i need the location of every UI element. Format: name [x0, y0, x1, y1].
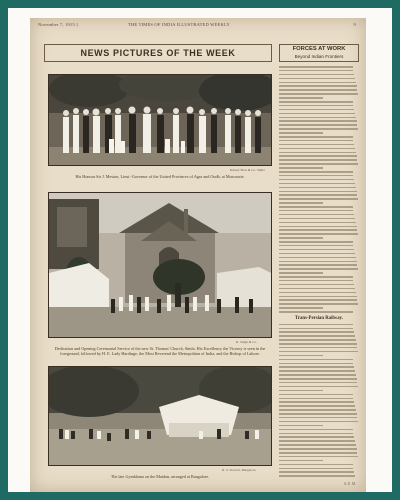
text-line	[279, 417, 357, 419]
running-head-date: November 7, 1915.]	[38, 22, 78, 27]
text-line	[279, 433, 353, 435]
text-line	[279, 363, 353, 365]
text-line	[279, 296, 357, 298]
text-line	[279, 124, 357, 126]
text-line	[279, 74, 354, 76]
text-line	[279, 214, 354, 216]
text-line	[279, 191, 357, 193]
article-text-block	[279, 66, 359, 313]
text-line	[279, 324, 353, 326]
text-line	[279, 120, 357, 122]
text-line	[279, 436, 354, 438]
photo-credit: R. Singh & Co.	[236, 340, 258, 344]
text-line	[279, 109, 354, 111]
text-line	[279, 272, 323, 274]
text-line	[279, 206, 353, 208]
text-line	[279, 284, 354, 286]
text-line	[279, 355, 323, 357]
text-line	[279, 222, 356, 224]
text-line	[279, 425, 323, 427]
photo-gymkhana	[48, 366, 272, 466]
text-line	[279, 241, 353, 243]
text-line	[279, 218, 355, 220]
text-line	[279, 440, 355, 442]
text-line	[279, 452, 357, 454]
text-line	[279, 288, 355, 290]
text-line	[279, 303, 358, 305]
text-line	[279, 374, 356, 376]
text-line	[279, 280, 353, 282]
text-line	[279, 202, 323, 204]
text-line	[279, 460, 323, 462]
text-line	[279, 347, 357, 349]
text-line	[279, 82, 356, 84]
text-line	[279, 331, 354, 333]
page-title: NEWS PICTURES OF THE WEEK	[44, 44, 272, 62]
text-line	[279, 226, 357, 228]
text-line	[279, 101, 353, 103]
text-line	[279, 401, 354, 403]
text-line	[279, 229, 357, 231]
text-line	[279, 268, 358, 270]
text-line	[279, 233, 358, 235]
text-line	[279, 276, 353, 278]
text-line	[279, 78, 355, 80]
text-line	[279, 140, 353, 142]
text-line	[279, 366, 354, 368]
text-line	[279, 343, 357, 345]
text-line	[279, 155, 357, 157]
text-line	[279, 471, 354, 473]
text-line	[279, 394, 353, 396]
photo-caption: His Honour Sir J. Meston, Lieut.-Governor of the United Provinces of Agra and Oudh, at Mussoorie.	[75, 174, 245, 179]
text-line	[279, 382, 357, 384]
column-heading-title: FORCES AT WORK	[292, 46, 346, 52]
text-line	[279, 187, 356, 189]
text-line	[279, 409, 356, 411]
text-line	[279, 132, 323, 134]
running-head	[38, 22, 356, 30]
column-heading-subtitle: Beyond Indian Frontiers	[294, 53, 344, 59]
photo-church-ceremony	[48, 192, 272, 338]
text-line	[279, 136, 353, 138]
text-line	[279, 456, 358, 458]
text-line	[279, 335, 355, 337]
text-line	[279, 444, 356, 446]
text-line	[279, 405, 355, 407]
text-line	[279, 179, 354, 181]
text-line	[279, 249, 354, 251]
text-line	[279, 175, 353, 177]
text-line	[279, 89, 357, 91]
photo-caption: Dedication and Opening Ceremonial Service of the new St. Thomas' Church, Simla. His Excellency the Viceroy is seen in the foreground, followed by H. E. Lady Hardinge, the Most Reverend the Metropolitan of India, and the Bishop of Lahore.	[54, 346, 266, 356]
text-line	[279, 464, 353, 466]
text-line	[279, 105, 353, 107]
text-line	[279, 183, 355, 185]
text-line	[279, 264, 357, 266]
text-line	[279, 351, 358, 353]
text-line	[279, 311, 353, 313]
text-line	[279, 117, 356, 119]
text-line	[279, 307, 323, 309]
text-line	[279, 261, 357, 263]
photo-credit: R. S. Stewart, Bangalore.	[222, 468, 257, 472]
article-column	[279, 66, 359, 486]
photo-caption: The late Gymkhana on the Maidan, arranged at Bangalore.	[110, 474, 210, 479]
text-line	[279, 66, 353, 68]
text-line	[279, 448, 357, 450]
photo-group-portrait	[48, 74, 272, 166]
text-line	[279, 148, 355, 150]
text-line	[279, 299, 357, 301]
text-line	[279, 70, 353, 72]
text-line	[279, 339, 356, 341]
running-head-page: 9	[353, 22, 356, 27]
text-line	[279, 245, 353, 247]
article-subheading: Trans-Persian Railway.	[295, 315, 343, 321]
running-head-publication: THE TIMES OF INDIA ILLUSTRATED WEEKLY	[128, 22, 230, 27]
page-footer: S. E. M.	[344, 482, 356, 486]
text-line	[279, 253, 355, 255]
text-line	[279, 210, 353, 212]
text-line	[279, 370, 355, 372]
text-line	[279, 198, 358, 200]
text-line	[279, 328, 353, 330]
column-heading	[279, 44, 359, 62]
text-line	[279, 171, 353, 173]
text-line	[279, 378, 357, 380]
newspaper-page	[30, 18, 366, 492]
text-line	[279, 398, 353, 400]
text-line	[279, 163, 358, 165]
page-frame	[8, 8, 392, 492]
text-line	[279, 413, 357, 415]
text-line	[279, 429, 353, 431]
text-line	[279, 128, 358, 130]
text-line	[279, 97, 323, 99]
text-line	[279, 468, 353, 470]
text-line	[279, 152, 356, 154]
text-line	[279, 159, 357, 161]
text-line	[279, 113, 355, 115]
text-line	[279, 359, 353, 361]
text-line	[279, 292, 356, 294]
text-line	[279, 93, 358, 95]
text-line	[279, 237, 323, 239]
text-line	[279, 421, 358, 423]
text-line	[279, 144, 354, 146]
text-line	[279, 475, 355, 477]
text-line	[279, 386, 358, 388]
photo-credit: Kinsey Bros & Co. Simla	[230, 168, 265, 172]
text-line	[279, 167, 323, 169]
text-line	[279, 257, 356, 259]
article-text-block	[279, 324, 359, 477]
text-line	[279, 85, 357, 87]
text-line	[279, 194, 357, 196]
text-line	[279, 390, 323, 392]
